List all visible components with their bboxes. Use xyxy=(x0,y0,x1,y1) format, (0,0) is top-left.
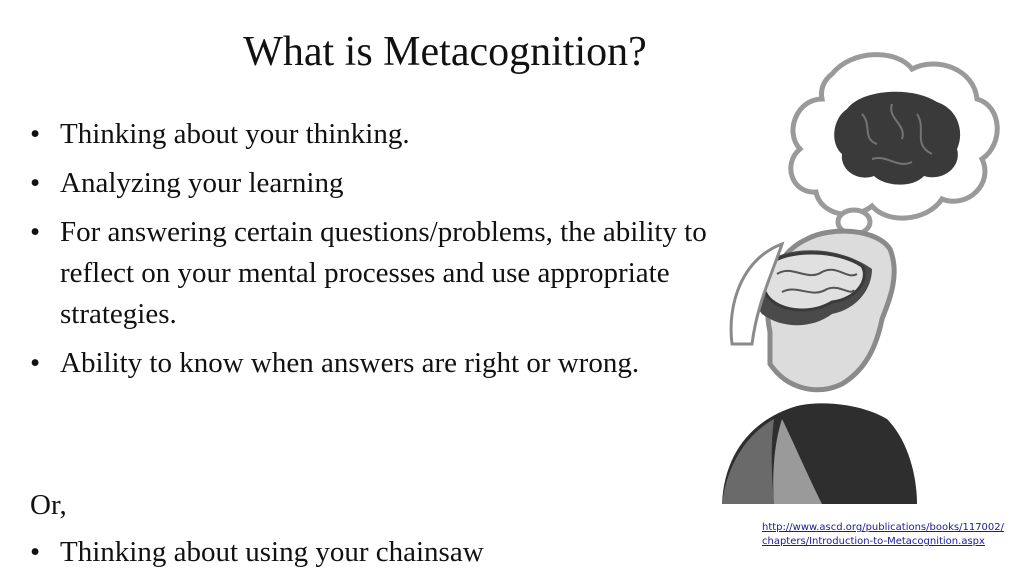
thinking-head-brain-icon xyxy=(712,44,1012,514)
citation-link[interactable] xyxy=(762,521,1012,549)
slide-title: What is Metacognition? xyxy=(243,29,647,75)
bullet-text: For answering certain questions/problems, the ability to reflect on your mental processes and use appropriate strategies. xyxy=(60,216,707,330)
body-icon xyxy=(722,403,917,504)
head-icon xyxy=(731,231,894,390)
bullet-marker: • xyxy=(30,167,41,199)
citation-line[interactable]: http://www.ascd.org/publications/books/117002/ xyxy=(762,522,1005,533)
bullet-text: Ability to know when answers are right or wrong. xyxy=(60,347,640,379)
bullet-text: Analyzing your learning xyxy=(60,167,344,199)
citation-line[interactable]: chapters/Introduction-to-Metacognition.aspx xyxy=(762,536,985,547)
bullet-list xyxy=(30,114,710,392)
bullet-marker: • xyxy=(30,536,41,568)
bullet-text: Thinking about using your chainsaw xyxy=(60,536,484,568)
bullet-marker: • xyxy=(30,118,41,150)
bullet-item xyxy=(30,343,710,384)
bullet-marker: • xyxy=(30,216,41,248)
bullet-marker: • xyxy=(30,347,41,379)
bullet-item xyxy=(30,212,710,335)
bullet-text: Thinking about your thinking. xyxy=(60,118,410,150)
bullet-item xyxy=(30,532,710,573)
bullet-item xyxy=(30,163,710,204)
bullet-item xyxy=(30,114,710,155)
bullet-list-secondary xyxy=(30,532,710,573)
brain-icon xyxy=(834,92,960,185)
or-text: Or, xyxy=(30,489,67,521)
